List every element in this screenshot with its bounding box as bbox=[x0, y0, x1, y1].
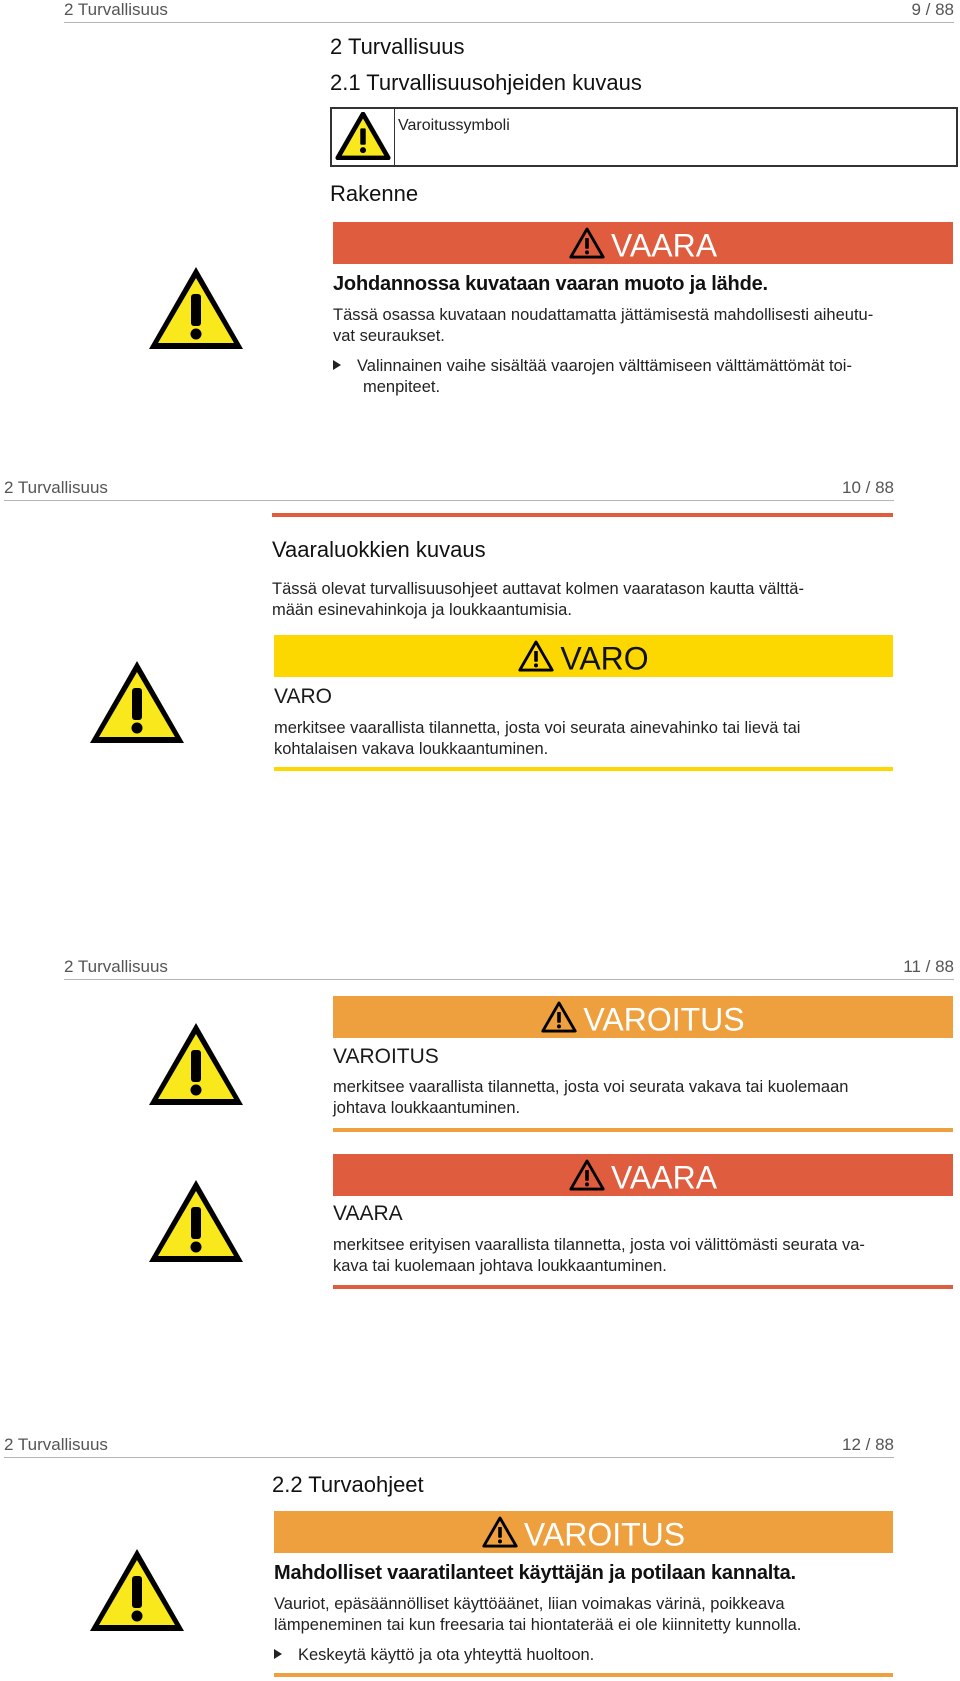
hazard-text: merkitsee vaarallista tilannetta, josta voi seurata ainevahinko tai lievä tai bbox=[274, 719, 801, 737]
warning-triangle-icon bbox=[87, 658, 187, 746]
hazard-label: VAROITUS bbox=[333, 1045, 439, 1068]
header-page-number: 9 / 88 bbox=[911, 0, 954, 19]
chapter-title: 2 Turvallisuus bbox=[330, 34, 465, 59]
header-page-number: 12 / 88 bbox=[842, 1435, 894, 1454]
warning-rule bbox=[333, 1128, 953, 1132]
banner-label: VAROITUS bbox=[523, 1516, 686, 1553]
step-item bbox=[333, 356, 852, 377]
header-chapter: 2 Turvallisuus bbox=[4, 478, 108, 497]
header-chapter: 2 Turvallisuus bbox=[4, 1435, 108, 1454]
structure-heading: Rakenne bbox=[330, 181, 419, 206]
warning-triangle-icon bbox=[518, 640, 554, 672]
hazard-text: lämpeneminen tai kun freesaria tai hiontaterää ei ole kiinnitetty kunnolla. bbox=[274, 1616, 802, 1634]
hazard-text: kava tai kuolemaan johtava loukkaantuminen. bbox=[333, 1257, 667, 1275]
hazard-label: VARO bbox=[274, 685, 332, 708]
section-title: 2.2 Turvaohjeet bbox=[272, 1472, 424, 1497]
intro-line: Tässä olevat turvallisuusohjeet auttavat kolmen vaaratason kautta välttä- bbox=[272, 580, 804, 598]
intro-text: Mahdolliset vaaratilanteet käyttäjän ja potilaan kannalta. bbox=[274, 1562, 796, 1584]
section-title: 2.1 Turvallisuusohjeiden kuvaus bbox=[330, 70, 642, 95]
caution-banner bbox=[274, 635, 893, 677]
section-rule bbox=[272, 513, 893, 517]
warning-triangle-icon bbox=[482, 1516, 518, 1548]
consequence-line: vat seuraukset. bbox=[333, 327, 445, 345]
header-chapter: 2 Turvallisuus bbox=[64, 0, 168, 19]
symbol-legend-box bbox=[330, 107, 958, 167]
banner-label: VAARA bbox=[610, 1159, 718, 1196]
warning-triangle-icon bbox=[541, 1001, 577, 1033]
step-text: Keskeytä käyttö ja ota yhteyttä huoltoon. bbox=[298, 1646, 595, 1664]
symbol-label: Varoitussymboli bbox=[398, 117, 510, 134]
banner-label: VARO bbox=[560, 640, 649, 677]
warning-triangle-icon bbox=[146, 264, 246, 352]
hazard-text: merkitsee erityisen vaarallista tilannetta, josta voi välittömästi seurata va- bbox=[333, 1236, 865, 1254]
hazard-text: kohtalaisen vakava loukkaantuminen. bbox=[274, 740, 549, 758]
warning-rule bbox=[274, 1673, 893, 1677]
step-text: Valinnainen vaihe sisältää vaarojen välttämiseen välttämättömät toi- bbox=[357, 357, 852, 375]
danger-banner bbox=[333, 222, 953, 264]
page-header bbox=[4, 478, 894, 501]
warning-triangle-icon bbox=[569, 1159, 605, 1191]
hazard-label: VAARA bbox=[333, 1202, 403, 1225]
danger-banner bbox=[333, 1154, 953, 1196]
warning-triangle-icon bbox=[146, 1020, 246, 1108]
danger-rule bbox=[333, 1285, 953, 1289]
intro-line: mään esinevahinkoja ja loukkaantumisia. bbox=[272, 601, 572, 619]
section-heading: Vaaraluokkien kuvaus bbox=[272, 537, 486, 562]
warning-triangle-icon bbox=[335, 112, 391, 160]
warning-triangle-icon bbox=[87, 1546, 187, 1634]
consequence-line: Tässä osassa kuvataan noudattamatta jättämisestä mahdollisesti aiheutu- bbox=[333, 306, 874, 324]
step-item-continued: menpiteet. bbox=[363, 378, 441, 396]
arrow-right-icon bbox=[333, 360, 341, 370]
page-header bbox=[4, 1435, 894, 1458]
hazard-text: merkitsee vaarallista tilannetta, josta voi seurata vakava tai kuolemaan bbox=[333, 1078, 849, 1096]
arrow-right-icon bbox=[274, 1649, 282, 1659]
intro-text: Johdannossa kuvataan vaaran muoto ja lähde. bbox=[333, 273, 768, 295]
hazard-text: Vauriot, epäsäännölliset käyttöäänet, liian voimakas värinä, poikkeava bbox=[274, 1595, 785, 1613]
page-header bbox=[64, 957, 954, 980]
hazard-text: johtava loukkaantuminen. bbox=[333, 1099, 521, 1117]
warning-triangle-icon bbox=[146, 1177, 246, 1265]
step-item bbox=[274, 1645, 594, 1666]
header-page-number: 11 / 88 bbox=[903, 957, 954, 976]
warning-banner bbox=[333, 996, 953, 1038]
header-chapter: 2 Turvallisuus bbox=[64, 957, 168, 976]
caution-rule bbox=[274, 767, 893, 771]
banner-label: VAARA bbox=[610, 227, 718, 264]
header-page-number: 10 / 88 bbox=[842, 478, 894, 497]
banner-label: VAROITUS bbox=[583, 1001, 745, 1038]
warning-banner bbox=[274, 1511, 893, 1553]
symbol-cell bbox=[332, 109, 395, 165]
page-header bbox=[64, 0, 954, 23]
warning-triangle-icon bbox=[569, 227, 605, 259]
